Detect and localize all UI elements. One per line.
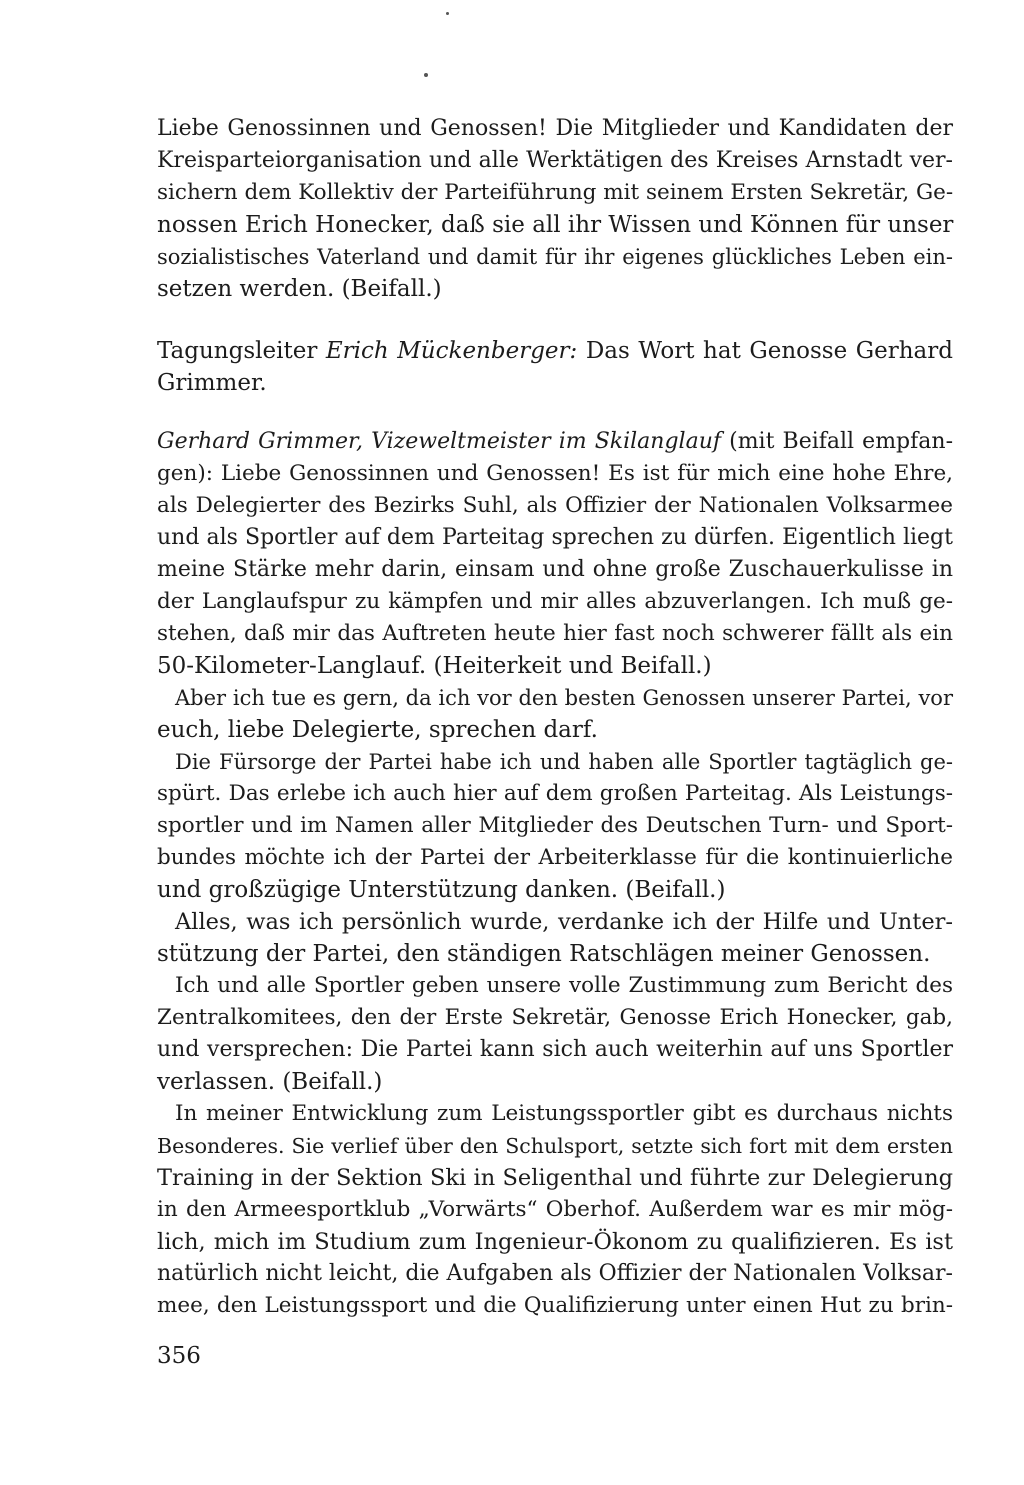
text-line: stehen, daß mir das Auftreten heute hier fast noch schwerer fällt als ein xyxy=(157,621,953,646)
text-line: in den Armeesportklub „Vorwärts“ Oberhof. Außerdem war es mir mög- xyxy=(157,1197,953,1222)
paragraph-8 xyxy=(157,1098,953,1322)
paragraph-2 xyxy=(157,335,953,399)
paragraph-3 xyxy=(157,426,953,682)
scan-speck xyxy=(446,12,449,15)
text-line: In meiner Entwicklung zum Leistungssportler gibt es durchaus nichts xyxy=(175,1101,953,1126)
speaker-text: (mit Beifall empfan- xyxy=(721,429,954,454)
text-line: Kreisparteiorganisation und alle Werktätigen des Kreises Arnstadt ver- xyxy=(157,148,953,173)
text-line: Training in der Sektion Ski in Seligenthal und führte zur Delegierung xyxy=(157,1165,953,1191)
text-line: stützung der Partei, den ständigen Ratschlägen meiner Genossen. xyxy=(157,941,931,967)
text-line: und großzügige Unterstützung danken. (Beifall.) xyxy=(157,877,726,903)
paragraph-1 xyxy=(157,113,953,305)
text-line xyxy=(157,335,953,367)
text-line: und versprechen: Die Partei kann sich auch weiterhin auf uns Sportler xyxy=(157,1037,953,1062)
speaker-intro: Tagungsleiter xyxy=(157,338,326,364)
text-line: lich, mich im Studium zum Ingenieur-Ökonom zu qualifizieren. Es ist xyxy=(157,1229,953,1255)
text-line: Die Fürsorge der Partei habe ich und haben alle Sportler tagtäglich ge- xyxy=(175,750,953,774)
text-line: und als Sportler auf dem Parteitag sprechen zu dürfen. Eigentlich liegt xyxy=(157,525,953,550)
text-line: Grimmer. xyxy=(157,370,267,396)
text-line: bundes möchte ich der Partei der Arbeiterklasse für die kontinuierliche xyxy=(157,845,953,870)
text-line: setzen werden. (Beifall.) xyxy=(157,276,442,302)
text-line: mee, den Leistungssport und die Qualifizierung unter einen Hut zu brin- xyxy=(157,1293,953,1318)
speaker-name: Gerhard Grimmer, Vizeweltmeister im Skilanglauf xyxy=(157,429,722,454)
text-line: sportler und im Namen aller Mitglieder des Deutschen Turn- und Sport- xyxy=(157,813,953,838)
text-line: meine Stärke mehr darin, einsam und ohne große Zuschauerkulisse in xyxy=(157,557,953,582)
scan-speck xyxy=(424,73,428,77)
text-line xyxy=(157,426,953,458)
text-line: euch, liebe Delegierte, sprechen darf. xyxy=(157,717,598,743)
text-line: verlassen. (Beifall.) xyxy=(157,1069,383,1095)
speaker-name: Erich Mückenberger: xyxy=(325,338,578,364)
text-line: Ich und alle Sportler geben unsere volle Zustimmung zum Bericht des xyxy=(175,973,953,998)
text-line: sichern dem Kollektiv der Parteiführung mit seinem Ersten Sekretär, Ge- xyxy=(157,180,954,205)
paragraph-6 xyxy=(157,906,953,970)
text-line: spürt. Das erlebe ich auch hier auf dem großen Parteitag. Als Leistungs- xyxy=(157,781,953,806)
paragraph-4 xyxy=(157,682,953,746)
text-line: gen): Liebe Genossinnen und Genossen! Es ist für mich eine hohe Ehre, xyxy=(157,461,953,486)
text-line: als Delegierter des Bezirks Suhl, als Offizier der Nationalen Volksarmee xyxy=(157,493,953,518)
page-number: 356 xyxy=(157,1343,201,1369)
text-line: der Langlaufspur zu kämpfen und mir alles abzuverlangen. Ich muß ge- xyxy=(157,589,953,614)
paragraph-5 xyxy=(157,746,953,906)
text-line: Zentralkomitees, den der Erste Sekretär, Genosse Erich Honecker, gab, xyxy=(157,1005,953,1030)
text-line: Besonderes. Sie verlief über den Schulsport, setzte sich fort mit dem ersten xyxy=(157,1134,953,1158)
text-line: Liebe Genossinnen und Genossen! Die Mitglieder und Kandidaten der xyxy=(157,116,953,141)
paragraph-7 xyxy=(157,970,953,1098)
text-line: nossen Erich Honecker, daß sie all ihr Wissen und Können für unser xyxy=(157,212,954,238)
speaker-text: Das Wort hat Genosse Gerhard xyxy=(577,338,953,364)
text-line: Aber ich tue es gern, da ich vor den besten Genossen unserer Partei, vor xyxy=(175,686,953,710)
text-line: sozialistisches Vaterland und damit für ihr eigenes glückliches Leben ein- xyxy=(157,245,953,269)
text-line: 50-Kilometer-Langlauf. (Heiterkeit und Beifall.) xyxy=(157,653,712,679)
text-line: natürlich nicht leicht, die Aufgaben als Offizier der Nationalen Volksar- xyxy=(157,1261,953,1286)
text-line: Alles, was ich persönlich wurde, verdanke ich der Hilfe und Unter- xyxy=(175,909,953,935)
